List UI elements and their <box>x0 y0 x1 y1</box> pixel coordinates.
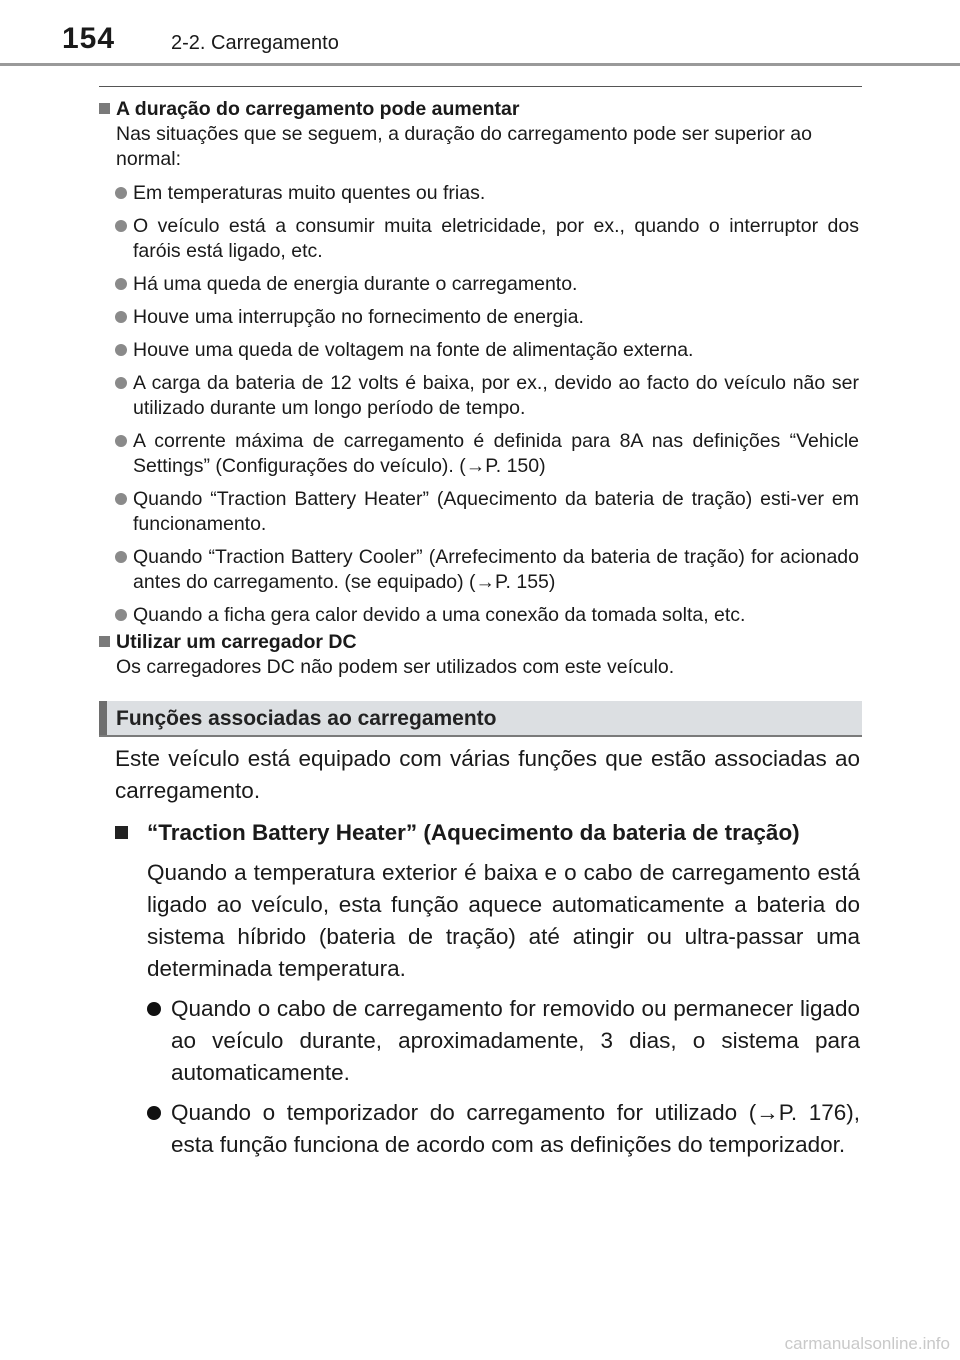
list-item: A carga da bateria de 12 volts é baixa, por ex., devido ao facto do veículo não ser utilizado durante um longo período de tempo. <box>99 371 859 421</box>
bullet-list <box>115 993 860 1161</box>
section-associated-functions <box>115 743 860 1169</box>
list-item: Quando o temporizador do carregamento for utilizado (→P. 176), esta função funciona de acordo com as definições do temporizador. <box>115 1097 860 1161</box>
dc-charger-text: Os carregadores DC não podem ser utilizados com este veículo. <box>116 656 675 678</box>
section-title: Funções associadas ao carregamento <box>116 707 497 730</box>
bullet-list <box>99 181 859 628</box>
list-item: Quando o cabo de carregamento for removido ou permanecer ligado ao veículo durante, aproximadamente, 3 dias, o sistema para automaticamente. <box>115 993 860 1089</box>
section-name: 2-2. Carregamento <box>171 32 339 54</box>
bullet-dot-icon <box>115 609 127 621</box>
bullet-dot-icon <box>115 493 127 505</box>
page-header <box>0 0 960 66</box>
list-item: Quando “Traction Battery Cooler” (Arrefecimento da bateria de tração) for acionado antes do carregamento. (se equipado) (→P. 155) <box>99 545 859 595</box>
functions-intro: Este veículo está equipado com várias funções que estão associadas ao carregamento. <box>115 746 860 803</box>
list-item: A corrente máxima de carregamento é definida para 8A nas definições “Vehicle Settings” (Configurações do veículo). (→P. 150) <box>99 429 859 479</box>
square-bullet-icon <box>99 636 110 647</box>
bullet-dot-icon <box>115 220 127 232</box>
subheading: A duração do carregamento pode aumentar <box>99 97 859 122</box>
bullet-dot-icon <box>115 187 127 199</box>
section-title-box <box>99 701 862 737</box>
subheading: “Traction Battery Heater” (Aquecimento da bateria de tração) <box>115 817 860 849</box>
square-bullet-icon <box>99 103 110 114</box>
bullet-dot-icon <box>115 435 127 447</box>
list-item: O veículo está a consumir muita eletricidade, por ex., quando o interruptor dos faróis está ligado, etc. <box>99 214 859 264</box>
subheading: Utilizar um carregador DC <box>99 630 859 655</box>
list-item: Quando a ficha gera calor devido a uma conexão da tomada solta, etc. <box>99 603 859 628</box>
bullet-dot-icon <box>115 278 127 290</box>
list-item: Há uma queda de energia durante o carregamento. <box>99 272 859 297</box>
heater-description: Quando a temperatura exterior é baixa e o cabo de carregamento está ligado ao veículo, esta função aquece automaticamente a bateria do sistema híbrido (bateria de tração) até atingir ou ultra-passar uma determinada temperatura. <box>147 860 860 981</box>
bullet-dot-icon <box>115 344 127 356</box>
bullet-dot-icon <box>115 377 127 389</box>
watermark: carmanualsonline.info <box>784 1334 950 1353</box>
list-item: Em temperaturas muito quentes ou frias. <box>99 181 859 206</box>
bullet-dot-icon <box>147 1002 161 1016</box>
intro-text: Nas situações que se seguem, a duração do carregamento pode ser superior ao normal: <box>116 123 812 170</box>
section-divider <box>99 86 862 87</box>
list-item: Houve uma queda de voltagem na fonte de alimentação externa. <box>99 338 859 363</box>
section-charging-duration <box>99 97 859 636</box>
bullet-dot-icon <box>115 551 127 563</box>
bullet-dot-icon <box>147 1106 161 1120</box>
square-bullet-icon <box>115 826 128 839</box>
title-accent-bar <box>99 701 107 735</box>
list-item: Quando “Traction Battery Heater” (Aquecimento da bateria de tração) esti-ver em funcionamento. <box>99 487 859 537</box>
section-dc-charger <box>99 630 859 680</box>
bullet-dot-icon <box>115 311 127 323</box>
page-number: 154 <box>62 22 116 55</box>
list-item: Houve uma interrupção no fornecimento de energia. <box>99 305 859 330</box>
